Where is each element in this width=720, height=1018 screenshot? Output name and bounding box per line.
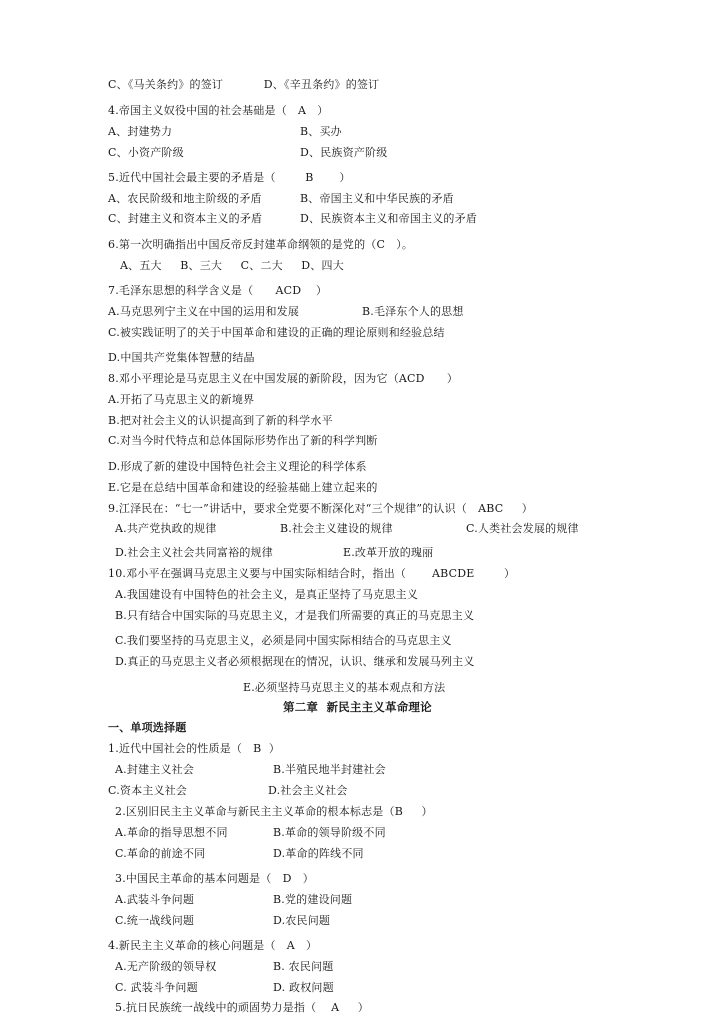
option-e: E.它是在总结中国革命和建设的经验基础上建立起来的 — [108, 481, 378, 494]
option-b: B.把对社会主义的认识提高到了新的科学水平 — [108, 414, 333, 427]
option-b: B、买办 — [300, 125, 342, 138]
option-b: B.革命的领导阶级不同 — [273, 826, 386, 839]
option-b: B、帝国主义和中华民族的矛盾 — [300, 192, 454, 205]
option-c: C.对当今时代特点和总体国际形势作出了新的科学判断 — [108, 434, 378, 447]
option-d: D、民族资产阶级 — [300, 146, 388, 159]
option-a: A.封建主义社会 — [115, 763, 195, 776]
option-c: C.人类社会发展的规律 — [466, 522, 579, 535]
option-e: E.改革开放的瑰丽 — [343, 546, 434, 559]
option-d: D.革命的阵线不同 — [273, 847, 364, 860]
option-d: D.社会主义社会共同富裕的规律 — [115, 546, 273, 559]
section-heading: 一、单项选择题 — [108, 721, 187, 734]
option-a: A、农民阶级和地主阶级的矛盾 — [108, 192, 262, 205]
options-row: A、五大 B、三大 C、二大 D、四大 — [120, 259, 344, 272]
question-6: 6.第一次明确指出中国反帝反封建革命纲领的是党的（C ）。 — [108, 238, 414, 251]
option-a: A、封建势力 — [108, 125, 173, 138]
option-c: C.革命的前途不同 — [115, 847, 206, 860]
option-b: B. 农民问题 — [273, 960, 334, 973]
option-c: C、小资产阶级 — [108, 146, 184, 159]
question-7: 7.毛泽东思想的科学含义是（ ACD ） — [108, 284, 328, 297]
option-a: A.武装斗争问题 — [115, 893, 195, 906]
option-b: B.党的建设问题 — [273, 893, 353, 906]
question-5: 5.抗日民族统一战线中的顽固势力是指（ A ） — [115, 1001, 369, 1014]
option-c: C.统一战线问题 — [115, 914, 195, 927]
option-a: A.革命的指导思想不同 — [115, 826, 228, 839]
question-4: 4.新民主主义革命的核心问题是（ A ） — [108, 939, 318, 952]
question-2: 2.区别旧民主主义革命与新民主主义革命的根本标志是（B ） — [115, 805, 433, 818]
option-d: D. 政权问题 — [273, 981, 334, 994]
option-c: C. 武装斗争问题 — [115, 981, 198, 994]
option-c: C.资本主义社会 — [108, 784, 188, 797]
option-a: A.无产阶级的领导权 — [115, 960, 217, 973]
option-a: A.共产党执政的规律 — [115, 522, 217, 535]
option-d: D.社会主义社会 — [268, 784, 348, 797]
option-d: D.真正的马克思主义者必须根据现在的情况，认识、继承和发展马列主义 — [115, 655, 475, 668]
question-3: 3.中国民主革命的基本问题是（ D ） — [115, 872, 314, 885]
question-5: 5.近代中国社会最主要的矛盾是（ B ） — [108, 171, 351, 184]
option-c: C.我们要坚持的马克思主义，必须是同中国实际相结合的马克思主义 — [115, 634, 452, 647]
chapter-title: 第二章 新民主主义革命理论 — [283, 700, 432, 714]
option-d: D.形成了新的建设中国特色社会主义理论的科学体系 — [108, 460, 367, 473]
option-b: B.社会主义建设的规律 — [280, 522, 393, 535]
option-b: B.半殖民地半封建社会 — [273, 763, 386, 776]
option-d: D.中国共产党集体智慧的结晶 — [108, 351, 255, 364]
option-a: A.开拓了马克思主义的新境界 — [108, 393, 255, 406]
question-8: 8.邓小平理论是马克思主义在中国发展的新阶段，因为它（ACD ） — [108, 372, 459, 385]
option-c: C.被实践证明了的关于中国革命和建设的正确的理论原则和经验总结 — [108, 326, 445, 339]
option-d: D、民族资本主义和帝国主义的矛盾 — [300, 212, 478, 225]
option-c: C、封建主义和资本主义的矛盾 — [108, 212, 263, 225]
option-a: A.我国建设有中国特色的社会主义，是真正坚持了马克思主义 — [115, 588, 419, 601]
question-4: 4.帝国主义奴役中国的社会基础是（ A ） — [108, 104, 329, 117]
question-9: 9.江泽民在：“七一”讲话中，要求全党要不断深化对“三个规律”的认识（ ABC ） — [108, 502, 534, 515]
option-a: A.马克思列宁主义在中国的运用和发展 — [108, 305, 300, 318]
option-b: B.毛泽东个人的思想 — [362, 305, 464, 318]
option-d: D.农民问题 — [273, 914, 331, 927]
question-1: 1.近代中国社会的性质是（ B ） — [108, 742, 281, 755]
question-10: 10.邓小平在强调马克思主义要与中国实际相结合时，指出（ ABCDE ） — [108, 567, 516, 580]
option-e: E.必须坚持马克思主义的基本观点和方法 — [243, 681, 446, 694]
option-b: B.只有结合中国实际的马克思主义，才是我们所需要的真正的马克思主义 — [115, 609, 475, 622]
text-line: C、《马关条约》的签订 D、《辛丑条约》的签订 — [108, 78, 380, 91]
